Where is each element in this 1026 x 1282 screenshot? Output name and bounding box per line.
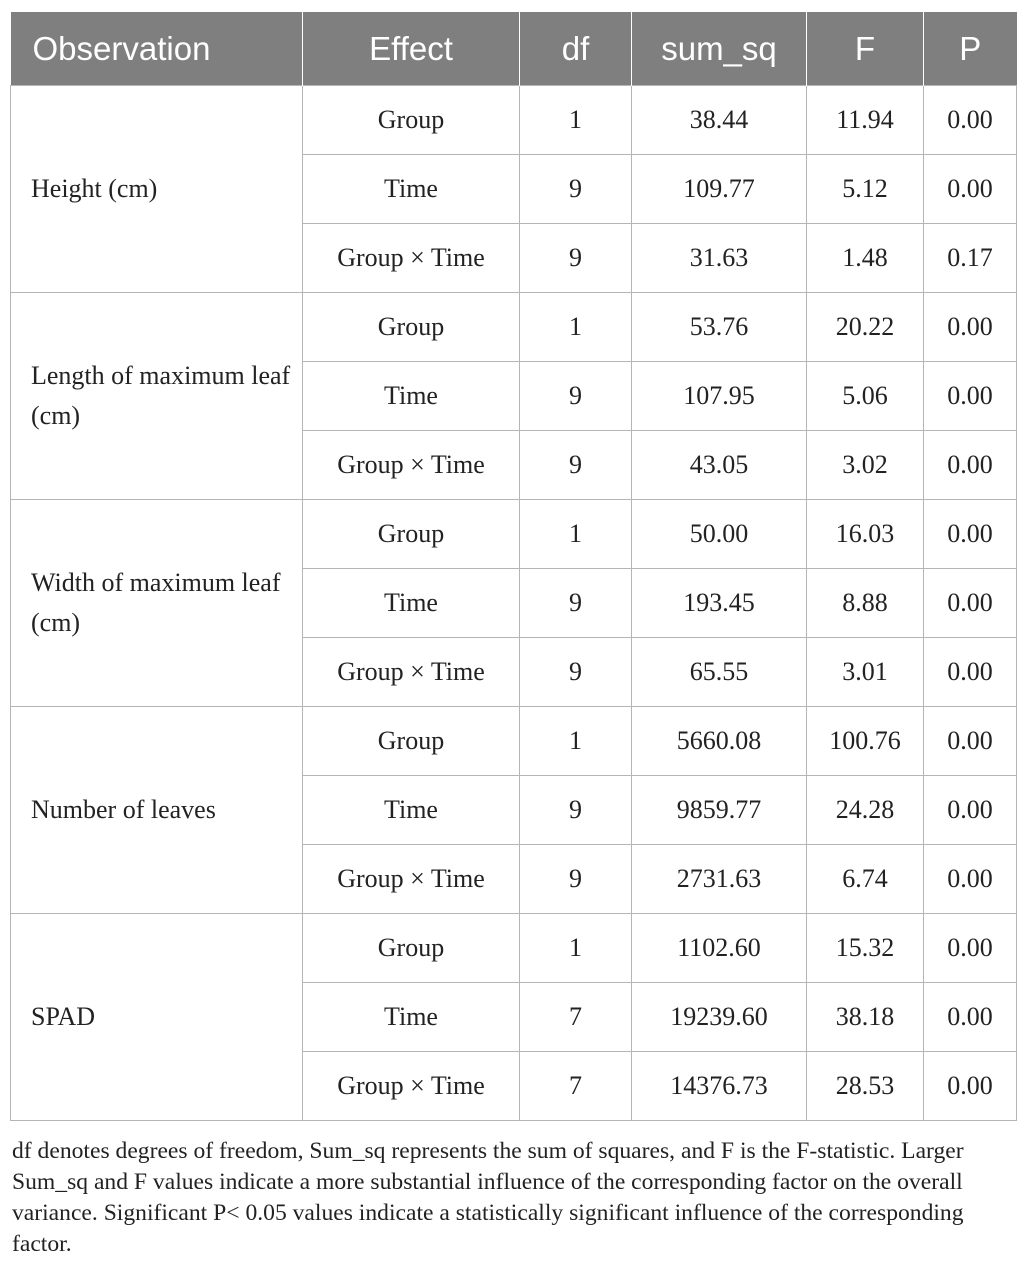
p-cell: 0.00 — [924, 431, 1017, 500]
anova-table — [10, 12, 1017, 1121]
df-cell: 1 — [520, 707, 632, 776]
p-cell: 0.00 — [924, 362, 1017, 431]
observation-cell: Number of leaves — [11, 707, 303, 914]
f-cell: 6.74 — [807, 845, 924, 914]
p-cell: 0.00 — [924, 983, 1017, 1052]
table-row — [11, 293, 1017, 362]
sum-sq-cell: 43.05 — [632, 431, 807, 500]
f-cell: 38.18 — [807, 983, 924, 1052]
df-cell: 9 — [520, 155, 632, 224]
effect-cell: Group — [303, 86, 520, 155]
header-p: P — [924, 12, 1017, 86]
effect-cell: Group × Time — [303, 431, 520, 500]
sum-sq-cell: 1102.60 — [632, 914, 807, 983]
header-sum-sq: sum_sq — [632, 12, 807, 86]
header-observation: Observation — [11, 12, 303, 86]
f-cell: 20.22 — [807, 293, 924, 362]
p-cell: 0.00 — [924, 845, 1017, 914]
f-cell: 15.32 — [807, 914, 924, 983]
p-cell: 0.00 — [924, 776, 1017, 845]
df-cell: 9 — [520, 776, 632, 845]
f-cell: 11.94 — [807, 86, 924, 155]
f-cell: 3.01 — [807, 638, 924, 707]
sum-sq-cell: 109.77 — [632, 155, 807, 224]
table-body — [11, 86, 1017, 1121]
table-footnote: df denotes degrees of freedom, Sum_sq represents the sum of squares, and F is the F-statistic. Larger Sum_sq and F values indicate a more substantial influence of the corresponding factor on the overall variance. Significant P< 0.05 values indicate a statistically significant influence of the corresponding factor. — [12, 1138, 964, 1257]
p-cell: 0.00 — [924, 155, 1017, 224]
anova-table-container — [10, 12, 1016, 1121]
effect-cell: Time — [303, 983, 520, 1052]
p-cell: 0.00 — [924, 569, 1017, 638]
f-cell: 28.53 — [807, 1052, 924, 1121]
effect-cell: Group × Time — [303, 845, 520, 914]
p-cell: 0.00 — [924, 638, 1017, 707]
f-cell: 3.02 — [807, 431, 924, 500]
p-cell: 0.00 — [924, 707, 1017, 776]
p-cell: 0.00 — [924, 500, 1017, 569]
table-row — [11, 914, 1017, 983]
df-cell: 9 — [520, 224, 632, 293]
sum-sq-cell: 14376.73 — [632, 1052, 807, 1121]
header-effect: Effect — [303, 12, 520, 86]
sum-sq-cell: 50.00 — [632, 500, 807, 569]
effect-cell: Time — [303, 362, 520, 431]
effect-cell: Group — [303, 500, 520, 569]
f-cell: 5.06 — [807, 362, 924, 431]
p-cell: 0.00 — [924, 86, 1017, 155]
df-cell: 9 — [520, 845, 632, 914]
f-cell: 8.88 — [807, 569, 924, 638]
sum-sq-cell: 5660.08 — [632, 707, 807, 776]
sum-sq-cell: 53.76 — [632, 293, 807, 362]
observation-cell: Length of maximum leaf (cm) — [11, 293, 303, 500]
sum-sq-cell: 65.55 — [632, 638, 807, 707]
header-f: F — [807, 12, 924, 86]
sum-sq-cell: 107.95 — [632, 362, 807, 431]
df-cell: 7 — [520, 983, 632, 1052]
sum-sq-cell: 2731.63 — [632, 845, 807, 914]
f-cell: 16.03 — [807, 500, 924, 569]
f-cell: 5.12 — [807, 155, 924, 224]
sum-sq-cell: 19239.60 — [632, 983, 807, 1052]
df-cell: 1 — [520, 86, 632, 155]
observation-cell: SPAD — [11, 914, 303, 1121]
df-cell: 1 — [520, 914, 632, 983]
effect-cell: Group × Time — [303, 638, 520, 707]
table-row — [11, 500, 1017, 569]
observation-cell: Height (cm) — [11, 86, 303, 293]
effect-cell: Group × Time — [303, 224, 520, 293]
p-cell: 0.00 — [924, 914, 1017, 983]
sum-sq-cell: 31.63 — [632, 224, 807, 293]
table-row — [11, 86, 1017, 155]
effect-cell: Group — [303, 293, 520, 362]
effect-cell: Group — [303, 707, 520, 776]
table-header — [11, 12, 1017, 86]
effect-cell: Group — [303, 914, 520, 983]
f-cell: 100.76 — [807, 707, 924, 776]
df-cell: 7 — [520, 1052, 632, 1121]
sum-sq-cell: 9859.77 — [632, 776, 807, 845]
df-cell: 9 — [520, 431, 632, 500]
df-cell: 1 — [520, 293, 632, 362]
df-cell: 9 — [520, 638, 632, 707]
p-cell: 0.00 — [924, 293, 1017, 362]
df-cell: 9 — [520, 569, 632, 638]
effect-cell: Time — [303, 155, 520, 224]
header-df: df — [520, 12, 632, 86]
df-cell: 9 — [520, 362, 632, 431]
effect-cell: Time — [303, 776, 520, 845]
effect-cell: Time — [303, 569, 520, 638]
p-cell: 0.17 — [924, 224, 1017, 293]
observation-cell: Width of maximum leaf (cm) — [11, 500, 303, 707]
p-cell: 0.00 — [924, 1052, 1017, 1121]
sum-sq-cell: 38.44 — [632, 86, 807, 155]
sum-sq-cell: 193.45 — [632, 569, 807, 638]
header-row — [11, 12, 1017, 86]
f-cell: 1.48 — [807, 224, 924, 293]
f-cell: 24.28 — [807, 776, 924, 845]
table-row — [11, 707, 1017, 776]
effect-cell: Group × Time — [303, 1052, 520, 1121]
df-cell: 1 — [520, 500, 632, 569]
